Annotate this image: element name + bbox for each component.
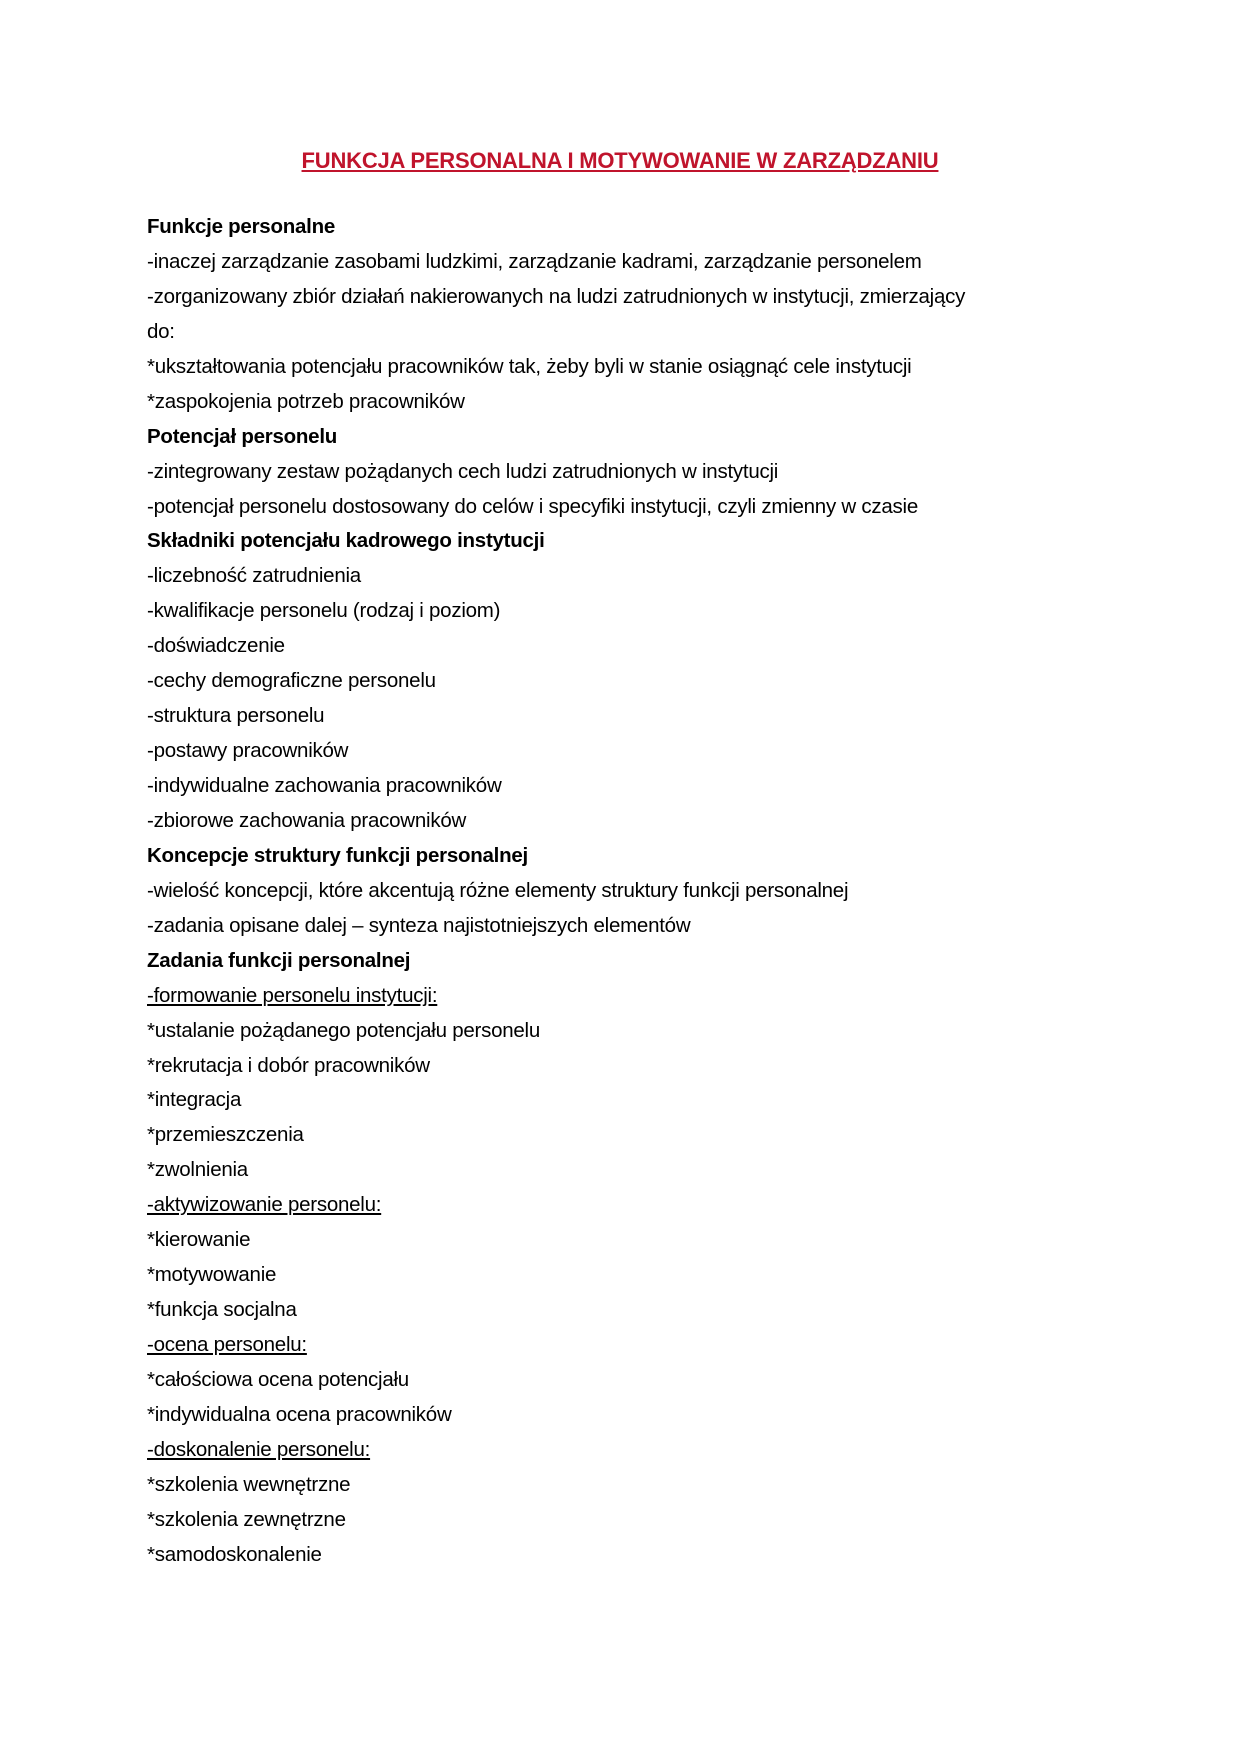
document-title: FUNKCJA PERSONALNA I MOTYWOWANIE W ZARZĄDZANIU <box>301 148 939 173</box>
text-line: -doświadczenie <box>147 634 285 658</box>
text-line: -indywidualne zachowania pracowników <box>147 774 502 797</box>
text-line: *zaspokojenia potrzeb pracowników <box>147 389 465 413</box>
subsection-label: -doskonalenie personelu: <box>147 1437 371 1461</box>
text-line: -liczebność zatrudnienia <box>147 564 361 588</box>
text-line: -zadania opisane dalej – synteza najistotniejszych elementów <box>147 913 691 937</box>
text-line: *funkcja socjalna <box>147 1298 297 1322</box>
subsection-label: -ocena personelu: <box>147 1333 307 1356</box>
text-line: -postawy pracowników <box>147 739 349 763</box>
text-line: *ustalanie pożądanego potencjału personelu <box>147 1018 540 1042</box>
text-line: *szkolenia zewnętrzne <box>147 1507 346 1531</box>
text-line: -cechy demograficzne personelu <box>147 669 436 693</box>
text-line: do: <box>147 319 175 343</box>
section-heading: Potencjał personelu <box>147 424 338 448</box>
text-line: *samodoskonalenie <box>147 1542 322 1566</box>
text-line: *zwolnienia <box>147 1158 248 1182</box>
text-line: *całościowa ocena potencjału <box>147 1367 409 1391</box>
text-line: -zintegrowany zestaw pożądanych cech ludzi zatrudnionych w instytucji <box>147 459 779 483</box>
text-line: *integracja <box>147 1088 242 1112</box>
text-line: *ukształtowania potencjału pracowników tak, żeby byli w stanie osiągnąć cele instytucji <box>147 354 912 378</box>
text-line: -wielość koncepcji, które akcentują różne elementy struktury funkcji personalnej <box>147 878 849 902</box>
text-line: *kierowanie <box>147 1228 251 1252</box>
text-line: *przemieszczenia <box>147 1123 304 1147</box>
text-line: -potencjał personelu dostosowany do celów i specyfiki instytucji, czyli zmienny w czasie <box>147 494 919 518</box>
section-heading: Funkcje personalne <box>147 215 336 238</box>
document-body <box>147 210 1107 1573</box>
text-line: -zbiorowe zachowania pracowników <box>147 808 467 832</box>
text-line: -struktura personelu <box>147 704 325 728</box>
text-line: -inaczej zarządzanie zasobami ludzkimi, zarządzanie kadrami, zarządzanie personelem <box>147 249 922 273</box>
subsection-label: -aktywizowanie personelu: <box>147 1193 382 1217</box>
section-heading: Zadania funkcji personalnej <box>147 948 411 972</box>
subsection-label: -formowanie personelu instytucji: <box>147 983 438 1007</box>
section-heading: Składniki potencjału kadrowego instytucji <box>147 529 545 553</box>
section-heading: Koncepcje struktury funkcji personalnej <box>147 843 528 867</box>
text-line: *szkolenia wewnętrzne <box>147 1472 351 1496</box>
text-line: *motywowanie <box>147 1263 277 1287</box>
text-line: *indywidualna ocena pracowników <box>147 1402 452 1426</box>
text-line: -zorganizowany zbiór działań nakierowanych na ludzi zatrudnionych w instytucji, zmierzający <box>147 284 966 308</box>
text-line: -kwalifikacje personelu (rodzaj i poziom) <box>147 599 501 623</box>
text-line: *rekrutacja i dobór pracowników <box>147 1053 430 1077</box>
